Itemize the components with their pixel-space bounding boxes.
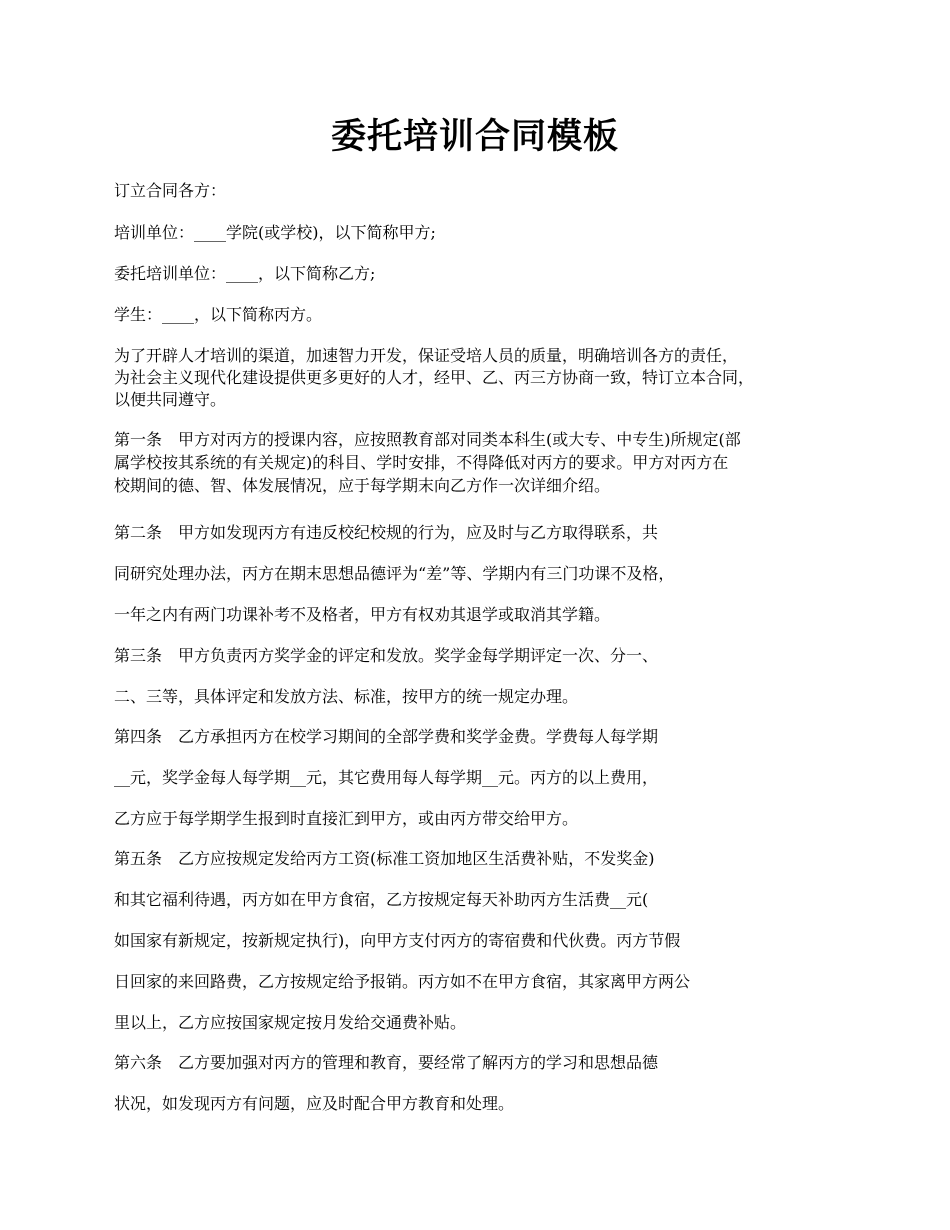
preamble-line: 为了开辟人才培训的渠道，加速智力开发，保证受培人员的质量，明确培训各方的责任， bbox=[114, 346, 739, 365]
party-a-line: 培训单位：____学院(或学校)，以下简称甲方; bbox=[114, 223, 436, 242]
article-6-line: 第六条 乙方要加强对丙方的管理和教育，要经常了解丙方的学习和思想品德 bbox=[114, 1053, 659, 1072]
article-1-line: 第一条 甲方对丙方的授课内容，应按照教育部对同类本科生(或大专、中专生)所规定(部 bbox=[114, 430, 741, 449]
article-5 bbox=[114, 838, 854, 1043]
article-1 bbox=[114, 428, 854, 497]
article-2-line: 第二条 甲方如发现丙方有违反校纪校规的行为，应及时与乙方取得联系，共 bbox=[114, 523, 659, 542]
article-5-line: 里以上，乙方应按国家规定按月发给交通费补贴。 bbox=[114, 1013, 467, 1032]
article-6 bbox=[114, 1042, 854, 1124]
article-4-line: 乙方应于每学期学生报到时直接汇到甲方，或由丙方带交给甲方。 bbox=[114, 809, 579, 828]
article-2 bbox=[114, 512, 854, 635]
article-3-line: 二、三等，具体评定和发放方法、标准，按甲方的统一规定办理。 bbox=[114, 687, 579, 706]
party-b-line: 委托培训单位：____，以下简称乙方; bbox=[114, 264, 376, 283]
article-2-line: 同研究处理办法，丙方在期末思想品德评为“差”等、学期内有三门功课不及格， bbox=[114, 564, 675, 583]
article-4-line: __元，奖学金每人每学期__元，其它费用每人每学期__元。丙方的以上费用， bbox=[114, 768, 659, 787]
article-2-line: 一年之内有两门功课补考不及格者，甲方有权劝其退学或取消其学籍。 bbox=[114, 605, 611, 624]
article-5-line: 如国家有新规定，按新规定执行)，向甲方支付丙方的寄宿费和代伙费。丙方节假 bbox=[114, 931, 681, 950]
preamble-line: 为社会主义现代化建设提供更多更好的人才，经甲、乙、丙三方协商一致，特订立本合同， bbox=[114, 368, 755, 387]
parties-intro: 订立合同各方： bbox=[114, 181, 227, 200]
article-4-line: 第四条 乙方承担丙方在校学习期间的全部学费和奖学金费。学费每人每学期 bbox=[114, 727, 659, 746]
article-6-line: 状况，如发现丙方有问题，应及时配合甲方教育和处理。 bbox=[114, 1094, 515, 1113]
article-3-line: 第三条 甲方负责丙方奖学金的评定和发放。奖学金每学期评定一次、分一、 bbox=[114, 646, 659, 665]
preamble-paragraph bbox=[114, 345, 854, 411]
preamble-line: 以便共同遵守。 bbox=[114, 390, 227, 409]
article-5-line: 第五条 乙方应按规定发给丙方工资(标准工资加地区生活费补贴，不发奖金) bbox=[114, 849, 655, 868]
article-3 bbox=[114, 635, 854, 717]
article-5-line: 和其它福利待遇，丙方如在甲方食宿，乙方按规定每天补助丙方生活费__元( bbox=[114, 890, 649, 909]
article-5-line: 日回家的来回路费，乙方按规定给予报销。丙方如不在甲方食宿，其家离甲方两公 bbox=[114, 972, 691, 991]
document-title: 委托培训合同模板 bbox=[330, 116, 619, 157]
article-4 bbox=[114, 716, 854, 839]
article-1-line: 属学校按其系统的有关规定)的科目、学时安排，不得降低对丙方的要求。甲方对丙方在 bbox=[114, 453, 729, 472]
party-c-line: 学生：____，以下简称丙方。 bbox=[114, 305, 323, 324]
article-1-line: 校期间的德、智、体发展情况，应于每学期末向乙方作一次详细介绍。 bbox=[114, 476, 611, 495]
